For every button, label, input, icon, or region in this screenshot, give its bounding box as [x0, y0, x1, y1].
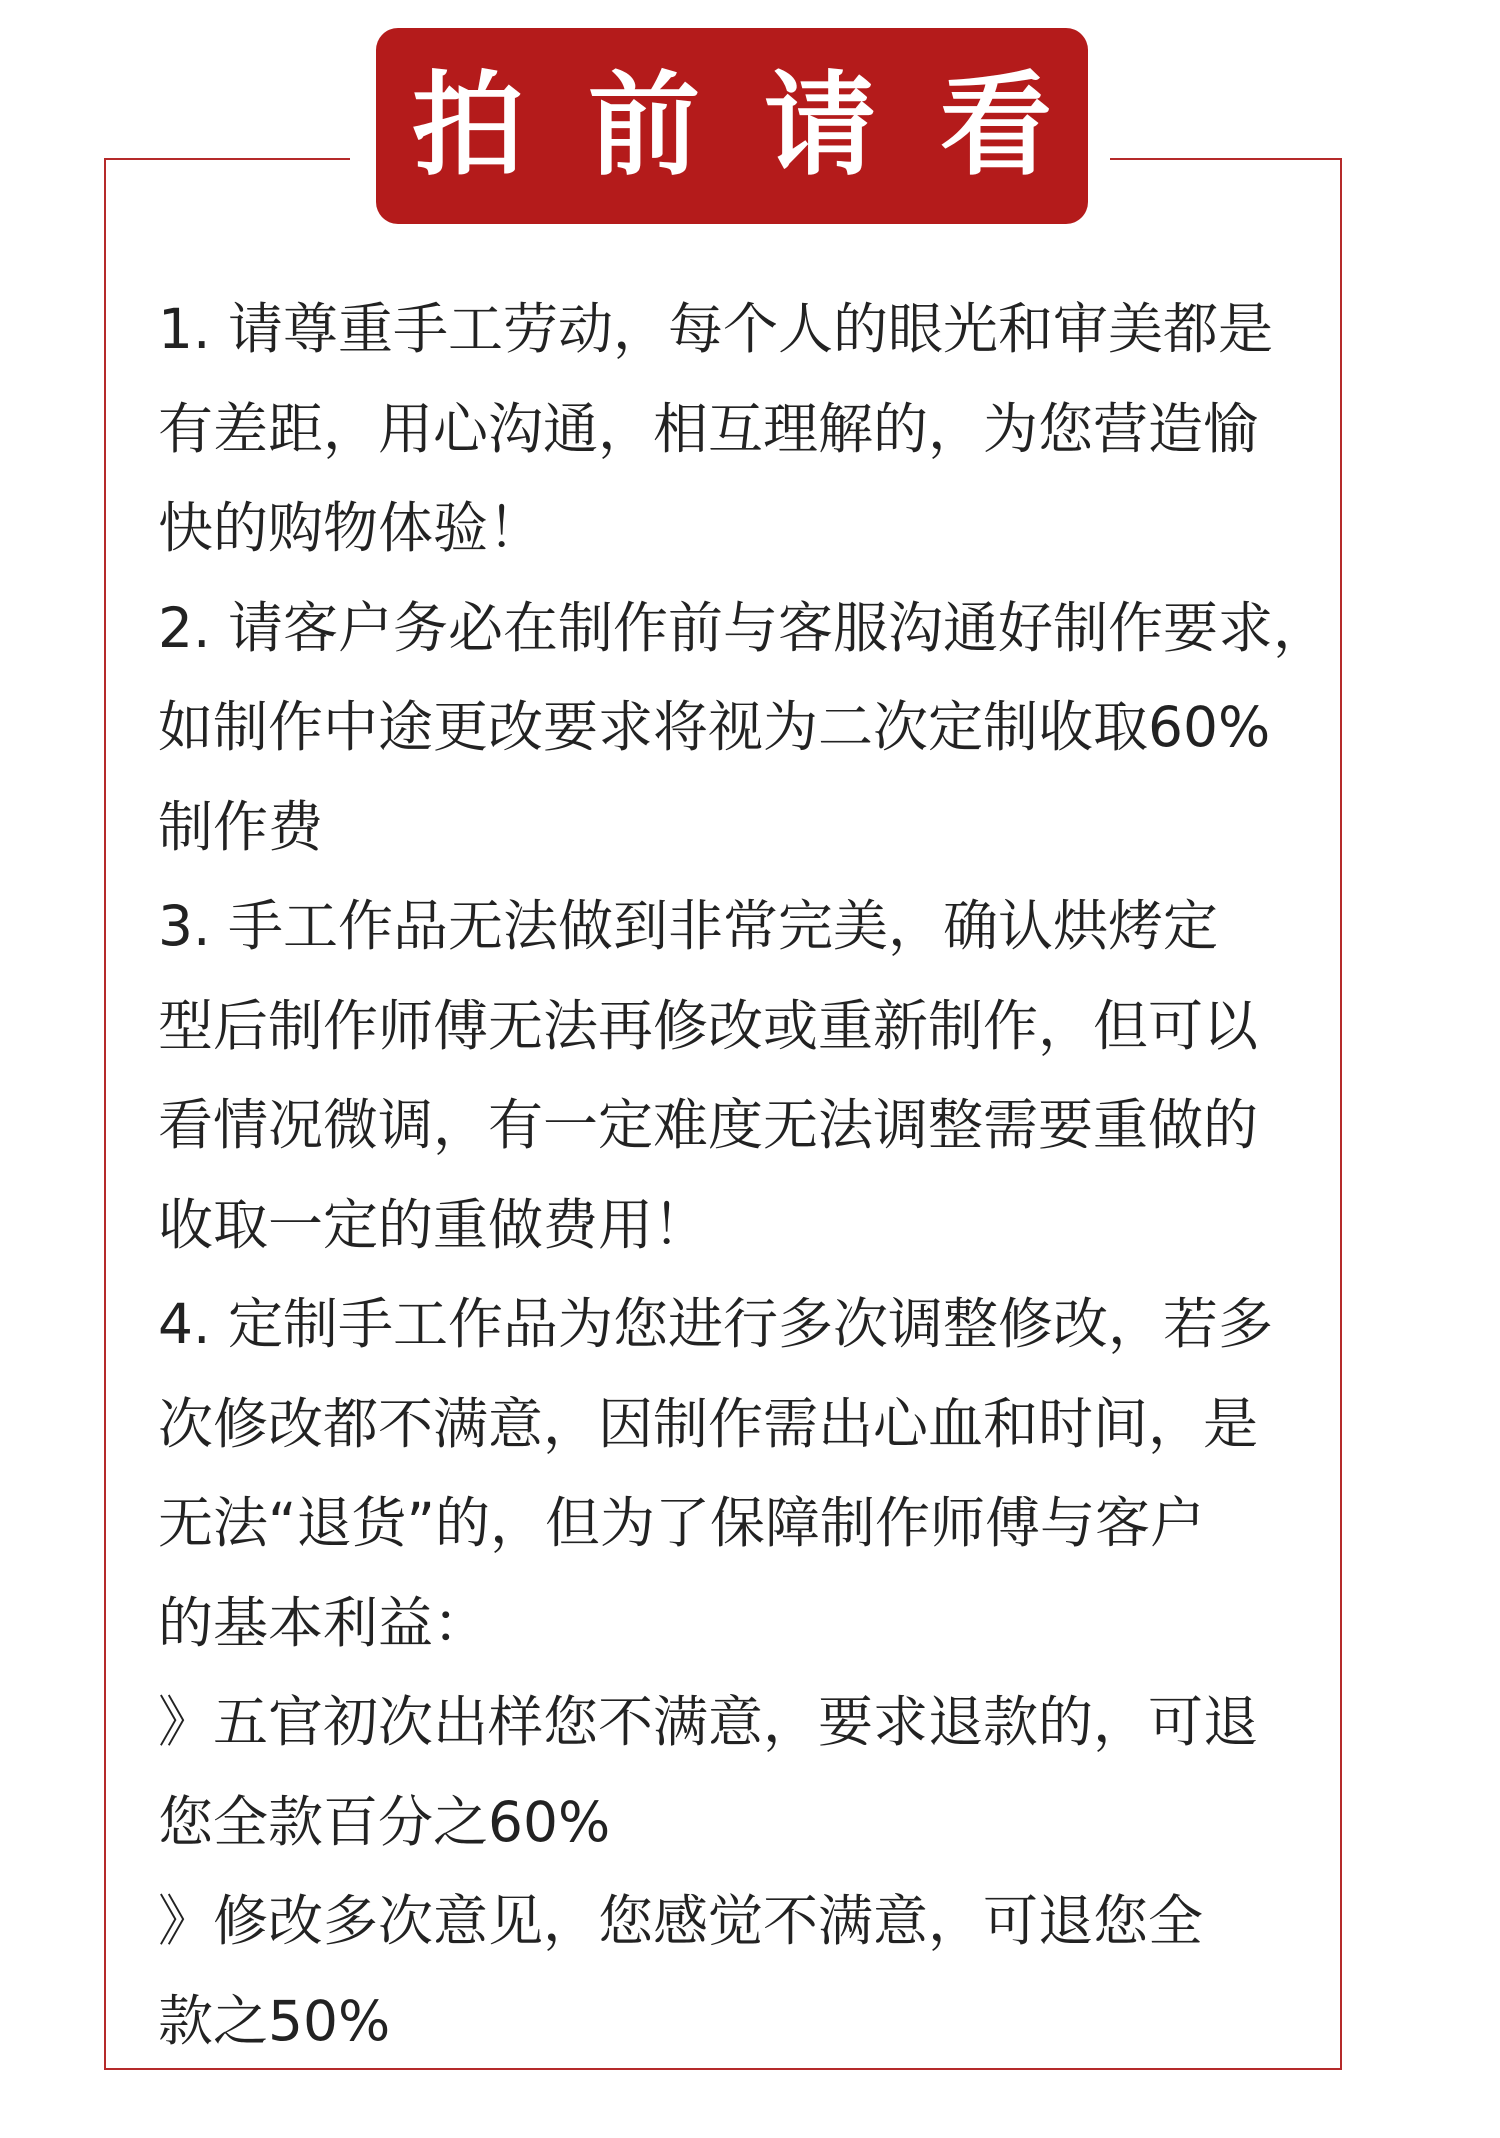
notice-line: 2. 请客户务必在制作前与客服沟通好制作要求， — [158, 595, 1328, 660]
notice-line: 3. 手工作品无法做到非常完美，确认烘烤定 — [158, 894, 1218, 958]
notice-line: 4. 定制手工作品为您进行多次调整修改，若多 — [158, 1292, 1273, 1356]
notice-line: 制作费 — [158, 794, 324, 859]
notice-line: 快的购物体验！ — [158, 496, 544, 560]
page-title: 拍前请看 — [412, 61, 1116, 191]
title-banner — [376, 28, 1116, 224]
notice-line: 收取一定的重做费用！ — [158, 1192, 709, 1257]
notice-line: 的基本利益： — [158, 1590, 489, 1655]
notice-line: 》五官初次出样您不满意，要求退款的，可退 — [158, 1690, 1259, 1754]
notice-line: 1. 请尊重手工劳动，每个人的眼光和审美都是 — [158, 297, 1273, 361]
notice-line: 如制作中途更改要求将视为二次定制收取60% — [158, 695, 1271, 759]
notice-line: 无法“退货”的，但为了保障制作师傅与客户 — [158, 1491, 1205, 1555]
notice-line: 款之50% — [158, 1988, 391, 2053]
notice-line: 有差距，用心沟通，相互理解的，为您营造愉 — [158, 396, 1259, 461]
notice-line: 看情况微调，有一定难度无法调整需要重做的 — [158, 1093, 1259, 1157]
notice-line: 您全款百分之60% — [158, 1789, 611, 1854]
notice-line: 型后制作师傅无法再修改或重新制作，但可以 — [158, 993, 1259, 1058]
notice-line: 》修改多次意见，您感觉不满意，可退您全 — [158, 1889, 1204, 1953]
notice-content — [158, 280, 1330, 2071]
notice-line: 次修改都不满意，因制作需出心血和时间，是 — [158, 1391, 1259, 1456]
